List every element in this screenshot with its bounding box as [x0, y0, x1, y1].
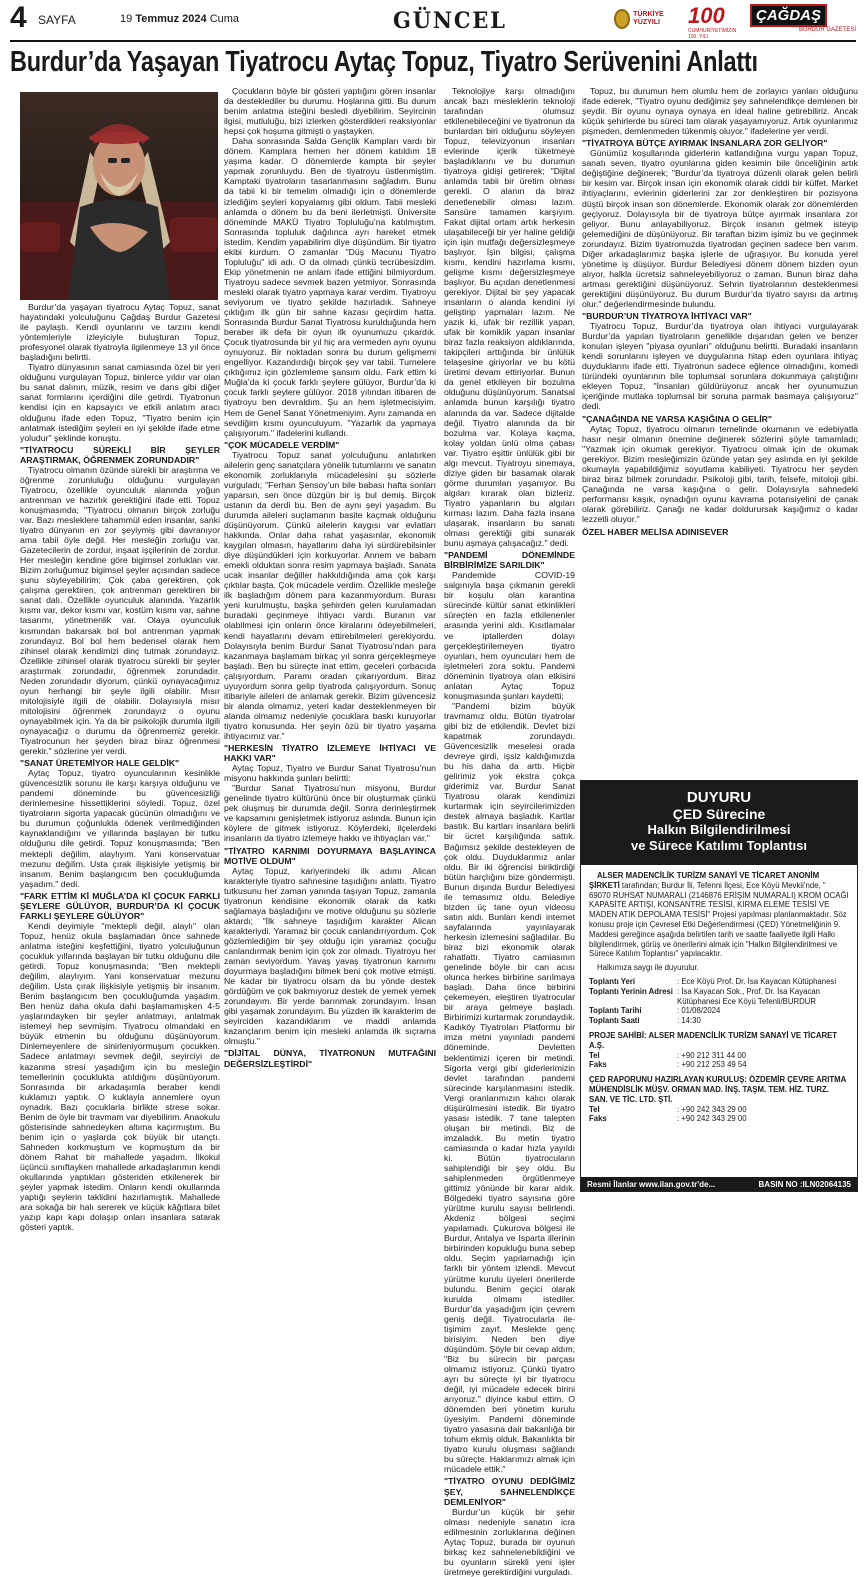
- notice-row: [589, 977, 849, 987]
- notice-row-label: Faks: [589, 1060, 607, 1070]
- centenary-number: 100: [688, 3, 725, 28]
- notice-row: [589, 987, 849, 1007]
- section-title: GÜNCEL: [392, 8, 507, 34]
- paragraph: Topuz, bu durumun hem olumlu hem de zorlayıcı yanları olduğunu ifade ederek, "Tiyatro oyunu dediğimiz şey sahnelendikçe demlenen bir şeydir. Bir oyunu oynaya oynaya en ideal haline getirebiliriz. Ancak küçük şehirlerde bu süreci tam olarak yaşayamıyoruz. Artık oyunlarımız pişmeden, demlenmeden tükenmiş oluyor." ifadelerine yer verdi.: [582, 86, 858, 137]
- subheading: "BURDUR’UN TİYATROYA İHTİYACI VAR": [582, 311, 752, 322]
- notice-body: [581, 865, 857, 1130]
- paragraph: Aytaç Topuz, tiyatrocu olmanın temelinde okumanın ve edebiyatla hasır neşir olmanın önemine değinerek sözlerini şöyle tamamladı; "Yazmak için okumak gerekiyor. Tiyatrocu olmak için de okumak gerekiyor. Bizim mesleğimizin özünde yatan şey aslında en iyi şekilde okumayla yapabildiğimiz soyutlama kabiliyeti. Tiyatrocu her şeyden biraz biraz bilmek zorundadır. Psikoloji gibi, tarih, felsefe, mitoloji gibi. Çanağında ne varsa kaşığına o gelir. Dolayısıyla sahnedeki performansı kaşık, oynadığın oyunu kavrama potansiyelini de çanak olarak görebiliriz. Çanağı ne kadar doldurursak kaşığımız o kadar lezzetli oluyor.": [582, 423, 858, 524]
- portrait-photo: [20, 92, 218, 300]
- article-column-4: [582, 86, 858, 774]
- article-photo: [20, 92, 218, 300]
- subheading: "FARK ETTİM Kİ MUĞLA’DA Kİ ÇOCUK FARKLI ŞEYLERE GÜLÜYOR, BURDUR’DA Kİ ÇOCUK FARKLI ŞEYLERE GÜLÜYOR": [20, 890, 220, 921]
- subheading: "SANAT ÜRETEMİYOR HALE GELDİK": [20, 758, 180, 769]
- public-notice-ad: [580, 780, 858, 1192]
- paragraph: "Burdur Sanat Tiyatrosu’nun misyonu, Burdur genelinde tiyatro kültürünü önce bir oluşturmak çünkü pek oluşmuş bir durumda değil. Sonra derinleştirmek ve kapsamını genişletmek istiyoruz aslında. Bunun için köylere de gitmek istiyoruz. Köylerdeki, ilçelerdeki insanların da tiyatro izlemeye hakkı ve ihtiyaçları var.": [224, 783, 436, 844]
- notice-row-label: Tel: [589, 1104, 600, 1114]
- paragraph: Burdur’un küçük bir şehir olması nedeniyle sanatın icra edilmesinin zorluklarına değinen Aytaç Topuz, burada bir oyunun birkaç kez sahnelenebildiğini ve bu oyunların sürekli yeni işler üretmeye gerektirdiğini vurguladı.: [444, 1506, 575, 1577]
- subheading: "ÇANAĞINDA NE VARSA KAŞIĞINA O GELİR": [582, 413, 773, 424]
- article-column-2: [224, 86, 436, 1196]
- notice-row-value: : 01/08/2024: [677, 1006, 721, 1016]
- paragraph: Burdur’da yaşayan tiyatrocu Aytaç Topuz, sanat hayatındaki yolculuğunu Çağdaş Burdur Gazetesi ile paylaştı. Kendi oyunlarını ve tarzını kendi yöntemleriyle izleyiciyle buluşturan Topuz, profesyonel olarak tiyatroyla ilgilenmeye 13 yıl önce başladığını belirtti.: [20, 302, 220, 363]
- notice-heading-line-1: Halkın Bilgilendirilmesi: [647, 822, 791, 837]
- meeting-details: [589, 977, 849, 1026]
- notice-row: [589, 1006, 849, 1016]
- notice-row-value: : +90 242 343 29 00: [677, 1114, 747, 1124]
- subheading: "TİYATRO KARNIMI DOYURMAYA BAŞLAYINCA MOTİVE OLDUM": [224, 845, 436, 866]
- page-header: [0, 0, 866, 40]
- notice-row-label: Tel: [589, 1050, 600, 1060]
- notice-row-label: Toplantı Tarihi: [589, 1006, 642, 1016]
- subheading: "HERKESİN TİYATRO İZLEMEYE İHTİYACI VE HAKKI VAR": [224, 743, 436, 764]
- page-number: 4: [10, 1, 27, 34]
- notice-header: [581, 781, 857, 865]
- notice-row: [589, 1016, 849, 1026]
- notice-row-value: : +90 242 343 29 00: [677, 1104, 747, 1114]
- paragraph: Aytaç Topuz, Tiyatro ve Burdur Sanat Tiyatrosu’nun misyonu hakkında şunları belirtti:: [224, 763, 436, 784]
- header-divider: [10, 40, 856, 42]
- notice-row: [589, 1114, 849, 1124]
- notice-row: [589, 1105, 849, 1115]
- notice-row-label: Toplantı Yeri: [589, 976, 636, 986]
- subheading: "DİJİTAL DÜNYA, TİYATRONUN MUTFAĞINI DEĞERSİZLEŞTİRDİ": [224, 1048, 436, 1069]
- notice-row-value: : İsa Kayacan Sok., Prof. Dr. İsa Kayacan Kütüphanesi Ece Köyü Tefenli/BURDUR: [677, 986, 821, 1006]
- turkiye-yuzyili-text: TÜRKİYE YÜZYILI: [633, 11, 664, 26]
- newspaper-logo: [750, 4, 856, 36]
- consultant-contacts: [589, 1105, 849, 1125]
- subheading: "TİYATRO OYUNU DEDİĞİMİZ ŞEY, SAHNELENDİKÇE DEMLENİYOR": [444, 1476, 575, 1507]
- paragraph: Aytaç Topuz, tiyatro oyuncularının kesinlikle güvencesizlik sorunu ile karşı karşıya olduğunu ve pandemi döneminde bu güvencesizliği derinlemesine hissettiklerini söyledi. Topuz, özel tiyatroların sigorta yapacak gücünün olmadığını ve bu durumun çoğunlukla ödenek verilmediğinden kaynaklandığını ve yıllarında başlayan bir tutku olduğunu dile getirdi. Topuz konuşmasında; "Ben mektepli değilim, alaylıyım. Yani konservatuar mezunu değilim. Usta çırak ilişkisiyle yetişmiş bir insanım. Benim başlangıcım ben çocukluğumda yaşadım." dedi.: [20, 768, 220, 889]
- notice-row: [589, 1051, 849, 1061]
- notice-row-label: Faks: [589, 1114, 607, 1124]
- notice-company: ALSER MADENCİLİK TURİZM SANAYİ VE TİCARET ANONİM ŞİRKETİ: [589, 871, 820, 890]
- subheading: "PANDEMİ DÖNEMİNDE BİRBİRİMİZE SARILDIK": [444, 550, 575, 571]
- turkiye-yuzyili-logo: [614, 6, 678, 32]
- paragraph: Çocukların böyle bir gösteri yaptığını gören insanlar da desteklediler bu durumu. Hoşlarına gitti. Bu durum benim anlatma isteğini besledi diyebilirim. Seyircinin ilgisi, mutluluğu, bizi izlerken gösterdikleri reaksiyonlar hepsi çok hoşuma gitmişti o yaştayken.: [224, 86, 436, 137]
- owner-contacts: [589, 1051, 849, 1071]
- paragraph: Pandemide COVID-19 salgınıyla başa çıkmanın gerekli bir koşulu olan karantina sürecinde kültür sanat etkinlikleri süreçten en fazla etkilenenler arasında yerini aldı. Kısıtlamalar ve iptallerden dolayı gerçekleştirilemeyen tiyatro oyunları, hem oyuncuları hem de işletmeleri zora soktu. Pandemi döneminin tiyatroya olan etkisini anlatan Aytaç Topuz konuşmasında şunları kaydetti;: [444, 570, 575, 701]
- subheading: "ÇOK MÜCADELE VERDİM": [224, 439, 340, 450]
- paragraph: Tiyatrocu Topuz, Burdur’da tiyatroya olan ihtiyacı vurgulayarak Burdur’da yapılan tiyatroların genellikle dışarıdan gelen ve benzer konuları işleyen "piyasa oyunları" olduğunu belirtti. Buradaki insanların kendi sorunlarını işleyen ve duygularına hitap eden oyunlara ihtiyaç duyduklarını ifade etti. Tiyatronun sadece eğlence olmadığını, komedi türündeki oyunlarının bile toplumsal sorunlara dokunmaya çalıştığını ekleyen Topuz, "İnsanları güldürüyoruz ancak her oyunumuzun içeriğinde mutlaka toplumsal bir soruna parmak basmaya çalışıyoruz" dedi.: [582, 321, 858, 412]
- article-headline: Burdur’da Yaşayan Tiyatrocu Aytaç Topuz, Tiyatro Serüvenini Anlattı: [10, 46, 758, 78]
- subheading: "TİYATROYA BÜTÇE AYIRMAK İNSANLARA ZOR GELİYOR": [582, 138, 828, 149]
- notice-subtitle: ÇED Sürecine: [672, 806, 766, 822]
- notice-row: [589, 1060, 849, 1070]
- date-day-number: 19: [120, 13, 133, 25]
- notice-heading-line-2: ve Sürece Katılımı Toplantısı: [630, 838, 808, 853]
- paragraph: Teknolojiye karşı olmadığını ancak bazı mesleklerin teknoloji tarafından olumsuz etkilenebileceğini ve tiyatronun da bunlardan biri olduğunu söyleyen Topuz, televizyonun insanları evlerinde içerik tüketmeye başladıklarını ve bu durumun tiyatroya gidişi getirerek; "Dijital anlamda tabii bir üretim olması gerekli. O alanın da biraz denetlenebilir olması lazım. Sansüre tamamen karşıyım. Fakat dijital ortam artık herkesin ulaşabileceği bir yer haline geldiği için işin mutfağı değersizleşmeye başlıyor. İşin bilgisi, çalışma kısmı, kendini hazırlama kısmı, gelişme kısmı değersizleşmeye başlıyor. Bu açıdan denetlenmesi gerekiyor. Dijital bir şey yapacak insanların o alanda kendini iyi geliştirip yapmaları lazım. Ne yazık ki, ufak bir rezillik yapan, ufak bir komiklik yapan insanlar biraz fazla reaksiyon aldıklarında, takipçileri arttığında bir ünlülük telaşesine giriyorlar ve bu kötü üretimi devam ettiriyorlar. Bunun da genel etkileyen bir bozulma olduğunu düşünüyorum. Sanatsal anlamda bunun karşılığı tiyatro alanında da var. Sadece dijitalde değil. Tiyatro alanında da bir bozulma var. Kolaya kaçma, kolay yoldan ünlü olma çabası var. Tiyatro eşittir ünlülük gibi bir algı mevcut. Tiyatroyu sinemaya, diziye giden bir basamak olarak görme durumları yaşanıyor. Bu algıları kırarak olan bizleriz. Tiyatro yapanların bu algıları kırması lazım. Daha fazla insana ulaşarak, insanların bu sanatı olması gerektiği gibi sunarak bunu aşmaya çalışacağız." dedi.: [444, 86, 575, 549]
- paragraph: Günümüz koşullarında giderlerin katlandığına vurgu yapan Topuz, sanatı seven, tiyatro oyunlarına giden kesimin bile önceliğinin artık değiştiğine değinerek; "Burdur’da tiyatroya düzenli olarak gelen belirli bir kesim var. Birçok insan için ekonomik olarak ciddi bir külfet. Market ihtiyaçlarını, evlerinin giderlerini zar zor denkleştiren bir pozisyona düştü birçok insan son dönemlerde. Ekonomik olarak zor dönemlerden geçiyoruz. Dolayısıyla bir de tiyatroya bütçe ayırmak insanlara zor geliyor. Bunu anlayabiliyoruz. Birçok insanın gelmek isteyip gelemediğini de düşünüyoruz. Bir taraftan bizim işimiz bu ve geçinmek zorundayız. Bizim tiyatromuzda tiyatrodan geçinen sadece ben varım. Diğer arkadaşlarımız başka işlerle de uğraşıyor. Bu konuda yerel yönetime iş düşüyor. Burdur Belediyesi dönem dönem bizden oyun alıyor, halkla ücretsiz sahneleyebiliyoruz o zaman. Bunun biraz daha artması gerektiğini düşünüyoruz. Sehrin tiyatrolarının desteklenmesi gerektiğini düşünüyoruz. Bu durum Burdur’da tiyatro sayısı da artmış olur." değerlendirmesinde bulundu.: [582, 148, 858, 309]
- paragraph: Daha sonrasında Salda Gençlik Kampları vardı bir dönem. Kamplara hemen her dönem katıldım 18 yaşıma kadar. O dönemlerde kampta bir şeyler yapmak zorunluydu. Ben de tiyatroyu üstlenmiştim. Kamptaki tiyatroların tasarlanmasını sağladım. Bunu da tabii ki bir temelim olmadığı için o dönemlerde izlediğim şeyleri kopyalamış gibi oldum. Tabii mesleki anlamda o dönem bu da beni ilerletmişti. Üniversite döneminde MAKÜ Tiyatro Topluluğu’na katılmıştım. Sonrasında topluluk dağılınca ayrı hareket etmek istedim. Kendim yapabilirim diye düşündüm. Bir tiyatro ekibi kurdum. O zamanlar "Düş Macunu Tiyatro Topluluğu" idi adı. O da olmadı çünkü tecrübesizdim. Ekip yönetmenin ne anlam ifade ettiğini bilmiyordum. Tiyatroyu sadece sevmek bazen yetmiyor. Sonrasında mesleki olarak tiyatro yapmaya karar verdim. Tiyatroyu seviyorum ve tiyatro şekilde hazırladık. Sahneye çıktığım ilk gün bir sahne kazası geçirdim hatta. Sonrasında Burdur Sanat Tiyatrosu kurulduğunda hem beraber ilk defa bir oyun ilk oyunumuzu çıkardık. Çocuk tiyatrosunda bir yıl hiç ara vermeden aynı oyunu oynuyoruz. Bir noktadan sonra bu durum gelişmemi engelliyor. Kazandırdığı birçok şey var tabii. Turnelere çıktığımız için gözlemleme şansım oldu. Fark ettim ki Muğla’da ki çocuk farklı şeylere gülüyor, Burdur’da ki çocuk farklı şeylere gülüyor. 2018 yılından itibaren de tiyatroyu ben devraldım. Şu an hem işletmecisiyim. Hem de Genel Sanat Yönetmeniyim. Aynı zamanda en sevdiğim kısmı oyunculuyum. "Yazarlık da yapmaya çalışıyorum." ifadelerini kullandı.: [224, 136, 436, 438]
- notice-greeting: Halkımıza saygı ile duyurulur.: [597, 963, 699, 973]
- notice-footer: [581, 1177, 857, 1191]
- notice-footer-link: Resmi İlanlar www.ilan.gov.tr'de...: [587, 1179, 716, 1189]
- subheading: "TİYATROCU SÜREKLİ BİR ŞEYLER ARAŞTIRMAK, ÖĞRENMEK ZORUNDADIR": [20, 444, 220, 465]
- issue-date: [120, 13, 239, 25]
- article-column-1: [20, 302, 220, 1233]
- notice-row-label: Toplantı Yerinin Adresi: [589, 986, 673, 996]
- article-column-3: [444, 86, 575, 1577]
- notice-row-value: : 14:30: [677, 1016, 701, 1026]
- paragraph: Aytaç Topuz, kariyerindeki ilk adımı Alican karakteriyle tiyatro sahnesine taşıdığını anlattı. Tiyatro tutkusunu her zaman yanında taşıyan Topuz, zamanla tiyatronun kendisine ekonomik olarak da katkı sağlamaya başladığını ve motive olduğunu şu sözlerle aktardı; "İlk sahneye taşıdığım karakter Alican karakteriydi. Yaramaz bir çocuk canlandırıyordum. Çok gözlemlediğim bir şey olduğu için yaramaz çocuğu canlandırmak benim için çok zor olmadı. Tiyatroyu her zaman seviyordum. Yavaş yavaş tiyatronun karnımı doyurmaya başladığını bilmek beni çok motive etmişti. Ne kadar bir tiyatrocu olsam da bu yönde destek gördüğüm ve çok bakmıyoruz destek de yemek yemek zorundayım. Bir yerde barınmak zorundayım. İnsan gibi yaşamak zorundayım. Bu yüzden ilk karakterim de seyirciden kazandıklarım ve maddi anlamda kazançlarım benim için mesleki anlamda ilk sıçrama olmuştu.": [224, 865, 436, 1047]
- article-signature: ÖZEL HABER MELİSA ADINISEVER: [582, 527, 729, 538]
- date-weekday: Cuma: [209, 13, 240, 25]
- project-owner: PROJE SAHİBİ: ALSER MADENCİLİK TURİZM SANAYİ VE TİCARET A.Ş.: [589, 1030, 838, 1050]
- notice-row-value: : +90 212 311 44 00: [677, 1050, 747, 1060]
- date-month-year: Temmuz 2024: [135, 13, 207, 25]
- notice-intro-text: tarafından; Burdur İli, Tefenni İlçesi, Ece Köyü Mevkii’nde, " 69070 RUHSAT NUMARALI (2146876 ERİŞİM NUMARALI) KROM OCAĞI KAPASİTE ARTIŞI, KONSANTRE TESİSİ, KIRMA ELEME TESİSİ VE MADEN ATIK DEPOLAMA TESİSİ" Projesi yapılması planlanmaktadır. Söz konusu proje için Çevresel Etki Değerlendirmesi (ÇED) Yönetmeliğinin 9. Maddesi gereğince aşağıda belirtilen tarih ve saatte faaliyetle ilgili Halkı bilgilendirmek, görüş ve önerilerini almak için "Halkın Bilgilendirilmesi ve Sürece Katılım Toplantısı" yapılacaktır.: [589, 880, 849, 959]
- paragraph: Tiyatro dünyasının sanat camiasında özel bir yeri olduğunu vurgulayan Topuz, binlerce yıldır var olan bu sanat dalının, müzik, resim ve dans gibi diğer sanat formlarını içerdiğini dile getirdi. Tiyatronun kendisi için en kapsayıcı ve etkili anlatım aracı olduğunu ifade eden Topuz, "Tiyatro benim için anlatmak istediğim şeyleri en iyi şekilde ifade etme yoludur" şeklinde konuştu.: [20, 362, 220, 443]
- turkiye-yuzyili-emblem-icon: [614, 9, 630, 29]
- centenary-subtitle: CUMHURİYETİMİZİN 100. YILI: [688, 28, 737, 40]
- paragraph: "Pandemi bizim büyük travmamız oldu. Bütün tiyatrolar gibi biz de etkilendik. Devlet bizi kapatmak zorundaydı. Güvencesizlik meselesi orada devreye girdi, işsiz kaldığımızda bu his daha da arttı. Hiçbir gelirimiz yok ekstra çokça giderimiz var. Burdur Sanat Tiyatrosu olarak kendimizi kurtarmak için seyircilerimizden destek almaya başladık. Kartlar bastık. Bu kartları insanlara belirli bir ücret karşılığında sattık. Bağımsız şekilde destekleyen de çok oldu. Duyduklarımız anlar oldu. Bir iki öğrencisi biriktirdiği bütün harçlığını bize göndermişti. Bunun dışında Burdur Belediyesi ile temasımız oldu. Belediye bizden üç tane oyun videosu satın aldı. Bunları kendi internet sayfalarında yayınlayarak herkesin izlemesini sağladılar. Bu biraz bizi ekonomik olarak rahatlattı. Tiyatro camiasının genelinde böyle bir can acısı olunca herkes birbirine sarılmaya başladı. Daha önce birbirini çekemeyen, eleştiren tiyatrocular bir araya gelmeye başladı. Birbirimizi kurtarmak zorundaydık. Kadıköy Tiyatroları Platformu bir imza metni yayınladı pandemi döneminde. Devletten beklentimizi içeren bir metindi. Sigorta vergi gibi giderlerimizin devlet tarafından pandemi sürecinde karşılanmasını istedik. Vergi oranlarımızın kalıcı olarak düşürülmesini istedik. Bir tiyatro yasası istedik. 7 tane talepten oluşan bir metindi. Biz de imzaladık. Bu metin tiyatro camiasında o kadar hızla yayıldı ki. Bütün tiyatrocuların sahiplendiği bir şey oldu. Bu sahiplenmeden örgütlenmeye gittimiz yönünde bir karar aldık. Bölgedeki tiyatro sayısına göre yürütme kurulu sayısı belirlendi. Akdeniz bölgesi seçimi yapılamadı. Çukurova bölgesi ile Burdur, Antalya ve Isparta illerinin birbirinden kopukluğu buna sebep oldu. Seçim yapılamadığı için farklı bir yöntem izlendi. Mevcut yürütme kurulu üyeleri önerilerde bulundu. Benim geçici olarak kurulda olmamı istediler. Burdur’da yaşadığım için çevrem geniş değil. Tiyatrocularla ile-tişimim zayıf. Meslekte genç birisiyim. Neden ben diye düşündüm. Şöyle bir cevap aldım; "Biz bu sürecin bir parçası olmamız istiyoruz. Çünkü tiyatro ayrı bu süreçte iyi bir tiyatrocu değil, iyi mücadele edecek birini arıyoruz." diyince kabul ettim. O dönemden beri yönetim kurulu üyesiyim. Pandemi döneminde tiyatro yasasına dair bakanlığa bir tohum ekmiş olduk. Bakanlıkta bir tiyatro kurulu oluşması sağlandı bu süreçte. Haklarımızı almak için mücadele ettik.": [444, 700, 575, 1475]
- notice-intro: [589, 871, 849, 959]
- newspaper-logo-subtitle: BURDUR GAZETESİ: [798, 27, 856, 33]
- notice-title: DUYURU: [686, 789, 752, 806]
- report-consultant: ÇED RAPORUNU HAZIRLAYAN KURULUŞ: ÖZDEMİR ÇEVRE ARITMA MÜHENDİSLİK MÜŞV. ORMAN MAD. İNŞ. TAŞM. TEM. HİZ. TURZ. SAN. VE TİC. LTD. ŞTİ.: [589, 1075, 847, 1104]
- centenary-logo: [688, 3, 743, 40]
- paragraph: Tiyatrocu olmanın özünde sürekli bir araştırma ve öğrenme zorunluluğu olduğunu vurgulayan Tiyatrocu, özellikle oyunculuk alanında yoğun antrenman ve hazırlık gerektiğini ifade etti. Topuz konuşmasında; "Tiyatrocu olmanın birçok zorluğu var. Bazı mesleklere tahammül eden insanlar, sanki tiyatro dünyanın en zor şeyiymiş gibi davranıyor ama tabii öyle değil. Her mesleğin zorluğu var. Gazetecilerin de zordur, inşaat işçilerinin de zordur. Her mesleğin kendine göre bigimsel zorlukları var. Bizim zorluğumuz bigimsel şeyler açısından sadece şunu söyleyebilirim; Çok çaba gerektiren, çok çalışma gerektiren, çok antrenman gerektiren bir sanat dalı. Özellikle oyunculuk alanında. Yazarlık kısmı var, dekor kısmı var, kostüm kısmı var, sahne tasarımı, yönetmenlik var. Olaya oyunculuk kısmından bakarsak bol bol antrenman yapmak zorundayız. Bol bol hem bedensel olarak hem zihinsel olarak kendimizi dinç tutmak zorundayız. Özellikle zihinsel olarak tiyatrocu sürekli bir şeyler araştırmak zorundadır, öğrenmek zorundadır. Neden zorundadır diyorum, çünkü oynayacağımız oyun herhangi bir şeyle ilgili olabilir. Mısır mitolojisiyle ilgili de olabilir. Dolayısıyla mısır mitolojisini öğrenmek zorundayız o oyunu oynayabilmek için. Ya da bir psikolojik durumla ilgili oynayacağız o durumu da öğrenmemiz gerekir. Tiyatrocunun her şeyden biraz biraz öğrenmesi gerekir." sözlerine yer verdi.: [20, 464, 220, 757]
- paragraph: Kendi deyimiyle "mektepli değil, alaylı" olan Topuz, henüz okula başlamadan önce sahnede anlatma isteğini keşfettiğini, tiyatro yolculuğunun çocukluk yıllarında başlayan bir tutku olduğunu dile getirdi. Topuz konuşmasında; "Ben mektepli değilim, alaylıyım. Yani konservatuar mezunu değilim. Usta çırak ilişkisiyle yetişmiş bir insanım. Benim başlangıcım ben çocukluğumda yaşadım. Ben henüz daha okula dahi başlamamışken 4-5 yaşlarındayken bir şeyler anlatmayı, anlatmak istemeyi hep sevmişim. Tiyatrocu olmandaki en büyük etmenin bu olduğunu düşünüyorum. Dinlemeyenlere de sinirleniyormuşum çocukken. Sadece anlatmayı sevmek değil, seyirciyi de kazanma stresi yaşadığım için bu mesleğin temellerinin çocuklukta atıldığını düşünüyorum. Sonrasında bir arkadaşımla beraber kendi kuklamızı yaptık. O kuklayla annemlere oyun oynadık. Bazı çocuklarla birlikte strese sokar. Benim de öyle bir travmam var diyebilirim. Anaokulu gösterisinde sahnedeyken altıma kaçırmıştım. Bu benim için o yaşlarda çok büyük bir utançtı. Sahneden korkmuştum ve kopmuştum da bir dönem Rahat bir mahallede yaşadım. İlkokul üçüncü sınıftayken mahallede arkadaşlarımın kendi okullarında yaptıkları gösteriden etkilenerek bir şeyler yapmak istedim. Onların kendi okullarında yaptığı şeylerin taklidini hazırlamıştık. Mahallede ara sokağa bir halı sererek ve küçük kâğıtlara bilet yazıp kapı kapı dolaşıp onları insanlara satarak gösteri yaptık.: [20, 920, 220, 1233]
- notice-row-value: : Ece Köyü Prof. Dr. İsa Kayacan Kütüphanesi: [677, 976, 837, 986]
- page-label: SAYFA: [38, 13, 76, 27]
- newspaper-logo-title: ÇAĞDAŞ: [750, 4, 827, 27]
- notice-row-label: Toplantı Saati: [589, 1016, 640, 1026]
- paragraph: Tiyatrocu Topuz sanat yolculuğunu anlatırken ailelerin genç sanatçılara yönelik tutumlarını ve sanatın ekonomik zorluklarıyla mücadelesini şu sözlerle vurguladı; "Ferhan Şensoy’un bile babası hafta sonları yaparsın, sen önce düzgün bir iş bul demiş. Birçok ustanın da derdi bu. Ben de aynı şeyi yaşadım. Bu durumda aileleri suçlamanın basite kaçmak olduğunu düşünüyorum. Çünkü ailelerin kaygısı var evlatları hakkında. Onlar daha rahat yaşasınlar, ekonomik kaygıları olmasın, hayatlarını daha iyi sürdürebilsinler diye düşündükleri için korkuyorlar. Annem ve babam emekli olduktan sonra resim yapmaya başladı. Sanata ucak insanlar değiller hakkıldığında ama çok karşı çıktılar başta. Çok mücadele verdim. Özellikle mesleğe ilk başladığım dönem para kazanmıyordum. Burası yeni kurulmuştu, başka şehirden gelen kurulamadan buradaki geçinmeye ihtiyacı vardı. Buranın var olabilmesi için onların önce kiralarını ödeyebilmeleri, kendi hayatlarını devam ettirebilmeleri gerekiyordu. Dolayısıyla benim Burdur Sanat Tiyatrosu’ndan para kazanmaya başlamam birkaç yıl sonra gerçekleşmeye başladı. Ben bu süreçte inat ettim, geceleri çorbacıda çalışıyordum. Paramı oradan çıkarıyordum. Biraz uyuyordum sonra gelip tiyatroda çalışıyordum. Sonuç itibariyle aileleri de anlamak gerekir. Bizim güvencesiz bir alanda olmamız, yeteri kadar desteklenmeyen bir alanda olmamız nedeniyle çocuklara baskı kuruyorlar tiyatro konusunda. Her şeyin özü bir tiyatro yaşama ihtiyacımız var.": [224, 449, 436, 741]
- notice-row-value: : +90 212 253 49 54: [677, 1060, 747, 1070]
- notice-press-number: BASIN NO :ILN02064135: [758, 1179, 851, 1189]
